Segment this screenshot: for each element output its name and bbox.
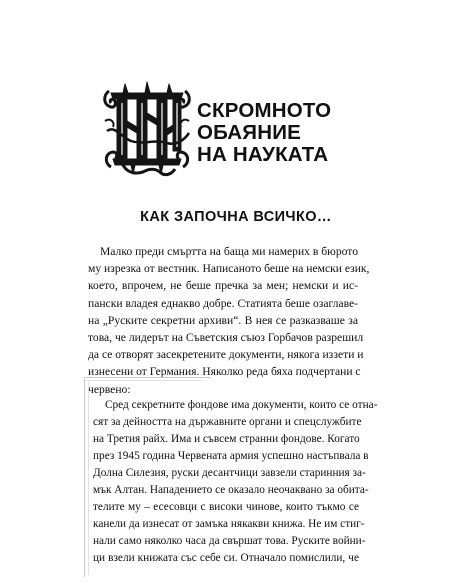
quote-line: на Третия райх. Има и съвсем странни фондове. Когато [93, 433, 360, 445]
ornate-gothic-monogram-icon [101, 81, 193, 177]
quote-block [93, 397, 378, 567]
quote-line: телите му – есесовци с високи чинове, които тъкмо се [93, 501, 359, 513]
quote-line: Сред секретните фондове има документи, които се отна- [105, 399, 378, 411]
body-line: му изрезка от вестник. Написаното беше на немски език, [88, 262, 370, 276]
quote-line: ци взели книжата със себе си. Отначало помислили, че [93, 552, 359, 564]
quote-line: нали само няколко часа да свършат това. Руските войни- [93, 535, 366, 547]
chapter-title-line: ОБАЯНИЕ [197, 121, 302, 144]
body-paragraph [88, 243, 370, 398]
body-line: това, че лидерът на Съветския съюз Горбачов разрешил [88, 330, 364, 344]
chapter-title [197, 100, 331, 166]
quote-line: Долна Силезия, руски десантчици завзели старинния за- [93, 467, 366, 479]
section-title: КАК ЗАПОЧНА ВСИЧКО… [140, 209, 332, 225]
quote-frame-rule [88, 380, 89, 575]
quote-line: сят за дейността на държавните органи и спецслужбите [93, 416, 362, 428]
chapter-title-line: СКРОМНОТО [197, 99, 332, 122]
body-line: да се отворят засекретените документи, някога иззети и [88, 348, 364, 362]
quote-line: канели да изнесат от замъка някакви книжа. Не им стиг- [93, 518, 365, 530]
quote-line: мък Алтан. Нападението се оказало неочаквано за обита- [93, 484, 369, 496]
body-line: Малко преди смъртта на баща ми намерих в бюрото [100, 245, 358, 258]
quote-frame-rule [85, 377, 211, 378]
chapter-title-line: НА НАУКАТА [197, 143, 329, 166]
body-line: на „Руските секретни архиви“. В нея се разказваше за [88, 313, 358, 327]
body-line: пански владея еднакво добре. Статията беше озаглаве- [88, 296, 358, 310]
body-line: което, впрочем, не беше пречка за мен; немски и ис- [88, 279, 358, 293]
quote-frame-rule [85, 380, 203, 381]
quote-line: през 1945 година Червената армия успешно настъпвала в [93, 450, 369, 462]
body-line: червено: [88, 382, 131, 396]
body-line: изнесени от Германия. Няколко реда бяха подчертани с [88, 365, 361, 379]
